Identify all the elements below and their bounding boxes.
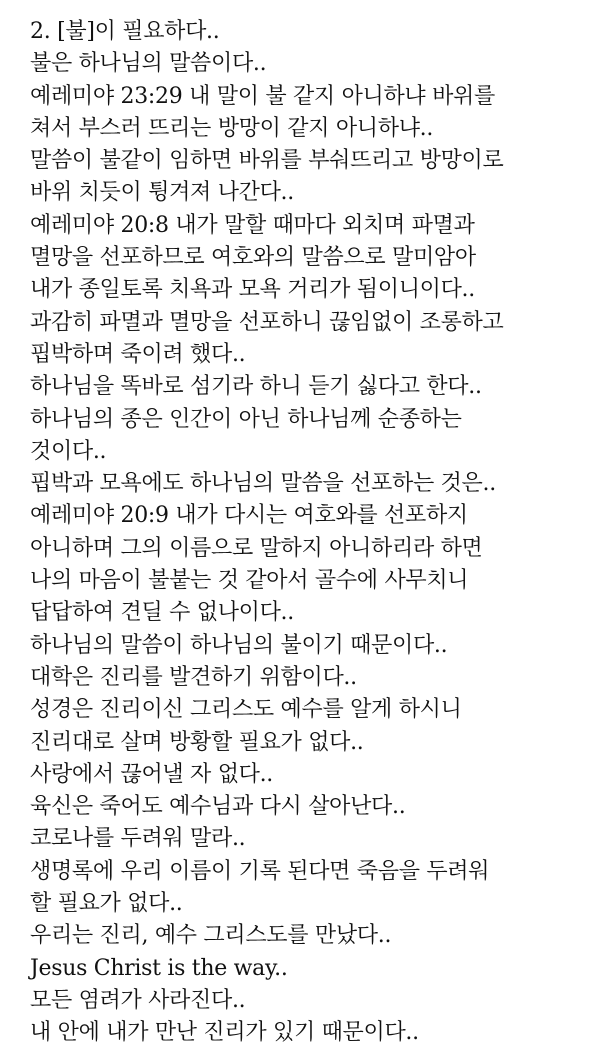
text-line: 할 필요가 없다.. (30, 891, 183, 917)
text-line: 멸망을 선포하므로 여호와의 말씀으로 말미암아 (30, 245, 476, 271)
text-line: 하나님의 종은 인간이 아닌 하나님께 순종하는 (30, 406, 462, 432)
text-line: 우리는 진리, 예수 그리스도를 만났다.. (30, 923, 392, 949)
text-line: 것이다.. (30, 438, 107, 464)
text-line: Jesus Christ is the way.. (30, 955, 288, 981)
text-line: 진리대로 살며 방황할 필요가 없다.. (30, 729, 364, 755)
text-line: 쳐서 부스러 뜨리는 방망이 같지 아니하냐.. (30, 115, 434, 141)
text-line: 모든 염려가 사라진다.. (30, 987, 246, 1013)
text-line: 불은 하나님의 말씀이다.. (30, 51, 267, 77)
text-line: 코로나를 두려워 말라.. (30, 826, 246, 852)
text-line: 육신은 죽어도 예수님과 다시 살아난다.. (30, 794, 406, 820)
text-line: 예레미야 20:9 내가 다시는 여호와를 선포하지 (30, 503, 468, 529)
text-line: 아니하며 그의 이름으로 말하지 아니하리라 하면 (30, 535, 483, 561)
text-line: 2. [불]이 필요하다.. (30, 19, 220, 44)
text-line: 성경은 진리이신 그리스도 예수를 알게 하시니 (30, 697, 462, 723)
text-line: 대학은 진리를 발견하기 위함이다.. (30, 664, 357, 690)
text-line: 내 안에 내가 만난 진리가 있기 때문이다.. (30, 1020, 419, 1046)
text-line: 사랑에서 끊어낼 자 없다.. (30, 761, 273, 787)
text-line: 과감히 파멸과 멸망을 선포하니 끊임없이 조롱하고 (30, 309, 504, 335)
text-line: 생명록에 우리 이름이 기록 된다면 죽음을 두려워 (30, 858, 490, 884)
text-line: 말씀이 불같이 임하면 바위를 부숴뜨리고 방망이로 (30, 148, 504, 174)
text-line: 답답하여 견딜 수 없나이다.. (30, 600, 294, 626)
document-text (30, 16, 590, 1050)
text-line: 핍박과 모욕에도 하나님의 말씀을 선포하는 것은.. (30, 471, 496, 497)
text-line: 바위 치듯이 튕겨져 나간다.. (30, 180, 294, 206)
text-line: 하나님을 똑바로 섬기라 하니 듣기 싫다고 한다.. (30, 374, 482, 400)
text-line: 핍박하며 죽이려 했다.. (30, 341, 246, 367)
text-line: 하나님의 말씀이 하나님의 불이기 때문이다.. (30, 632, 448, 658)
text-line: 예레미야 23:29 내 말이 불 같지 아니하냐 바위를 (30, 83, 495, 109)
text-line: 내가 종일토록 치욕과 모욕 거리가 됨이니이다.. (30, 277, 475, 303)
text-line: 예레미야 20:8 내가 말할 때마다 외치며 파멸과 (30, 212, 475, 238)
text-line: 나의 마음이 불붙는 것 같아서 골수에 사무치니 (30, 568, 469, 594)
